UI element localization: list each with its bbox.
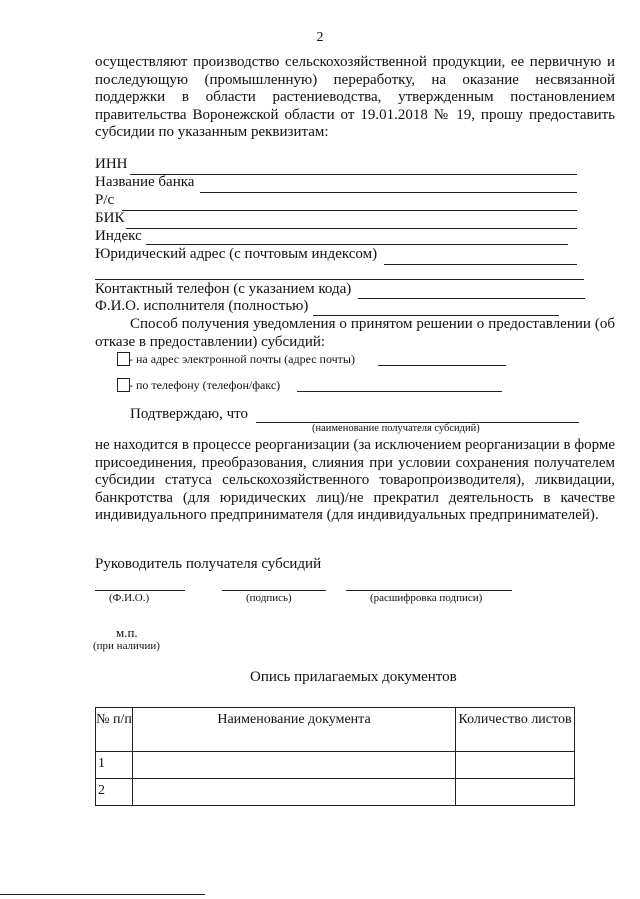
index-label: Индекс	[95, 228, 142, 244]
table-row	[96, 752, 575, 779]
fio-caption: (Ф.И.О.)	[109, 592, 150, 604]
account-label: Р/с	[95, 192, 115, 208]
bank-name-label: Название банка	[95, 174, 195, 190]
phone-label: Контактный телефон (с указанием кода)	[95, 281, 352, 297]
legal-address-field-line2[interactable]	[95, 279, 584, 280]
decode-caption: (расшифровка подписи)	[370, 592, 483, 604]
stamp-place: м.п.	[116, 625, 138, 640]
phone-option-field[interactable]	[297, 391, 502, 392]
legal-address-label: Юридический адрес (с почтовым индексом)	[95, 246, 378, 262]
inn-label: ИНН	[95, 156, 128, 172]
signature-title: Руководитель получателя субсидий	[95, 556, 322, 572]
stamp-note: (при наличии)	[93, 640, 160, 652]
row-document-name[interactable]	[133, 779, 456, 806]
notification-text: Способ получения уведомления о принятом решении о предоставлении (об отказе в предоставлении) субсидий:	[95, 316, 615, 350]
documents-table	[95, 707, 575, 806]
header-sheet-count: Количество листов	[456, 708, 575, 752]
confirm-prefix: Подтверждаю, что	[130, 406, 249, 422]
email-field[interactable]	[378, 365, 506, 366]
page-number: 2	[316, 30, 324, 45]
phone-option-label: - по телефону (телефон/факс)	[129, 378, 281, 392]
row-document-name[interactable]	[133, 752, 456, 779]
legal-address-field[interactable]	[384, 264, 577, 265]
sign-caption: (подпись)	[246, 592, 292, 604]
bik-field[interactable]	[126, 228, 577, 229]
decode-field[interactable]	[346, 590, 512, 591]
bank-name-field[interactable]	[200, 192, 577, 193]
account-field[interactable]	[122, 210, 577, 211]
recipient-name-caption: (наименование получателя субсидий)	[312, 423, 480, 434]
email-option-label: - на адрес электронной почты (адрес почты)	[129, 352, 355, 366]
header-number: № п/п	[96, 708, 133, 752]
documents-header-row	[96, 708, 575, 752]
sign-field[interactable]	[222, 590, 326, 591]
fio-field[interactable]	[95, 590, 185, 591]
confirm-text: не находится в процессе реорганизации (за исключением реорганизации в форме присоединения, преобразования, слияния при условии сохранения получателем субсидии статуса сельскохозяйственного товаропроизводителя), ликвидации, банкротства (для юридических лиц)/не прекратил деятельность в качестве индивидуального предпринимателя (для индивидуальных предпринимателей).	[95, 437, 615, 523]
row-sheet-count[interactable]	[456, 779, 575, 806]
row-number: 1	[96, 752, 133, 779]
index-field[interactable]	[146, 244, 568, 245]
phone-field[interactable]	[358, 298, 585, 299]
bik-label: БИК	[95, 210, 125, 226]
intro-paragraph: осуществляют производство сельскохозяйственной продукции, ее первичную и последующую (промышленную) переработку, на оказание несвязанной поддержки в области растениеводства, утвержденным постановлением правительства Воронежской области от 19.01.2018 № 19, прошу предоставить субсидии по указанным реквизитам:	[95, 54, 615, 140]
executor-label: Ф.И.О. исполнителя (полностью)	[95, 298, 309, 314]
header-document-name: Наименование документа	[133, 708, 456, 752]
table-row	[96, 779, 575, 806]
row-sheet-count[interactable]	[456, 752, 575, 779]
row-number: 2	[96, 779, 133, 806]
footer-divider	[0, 894, 205, 895]
documents-title: Опись прилагаемых документов	[250, 669, 457, 685]
inn-field[interactable]	[130, 174, 577, 175]
